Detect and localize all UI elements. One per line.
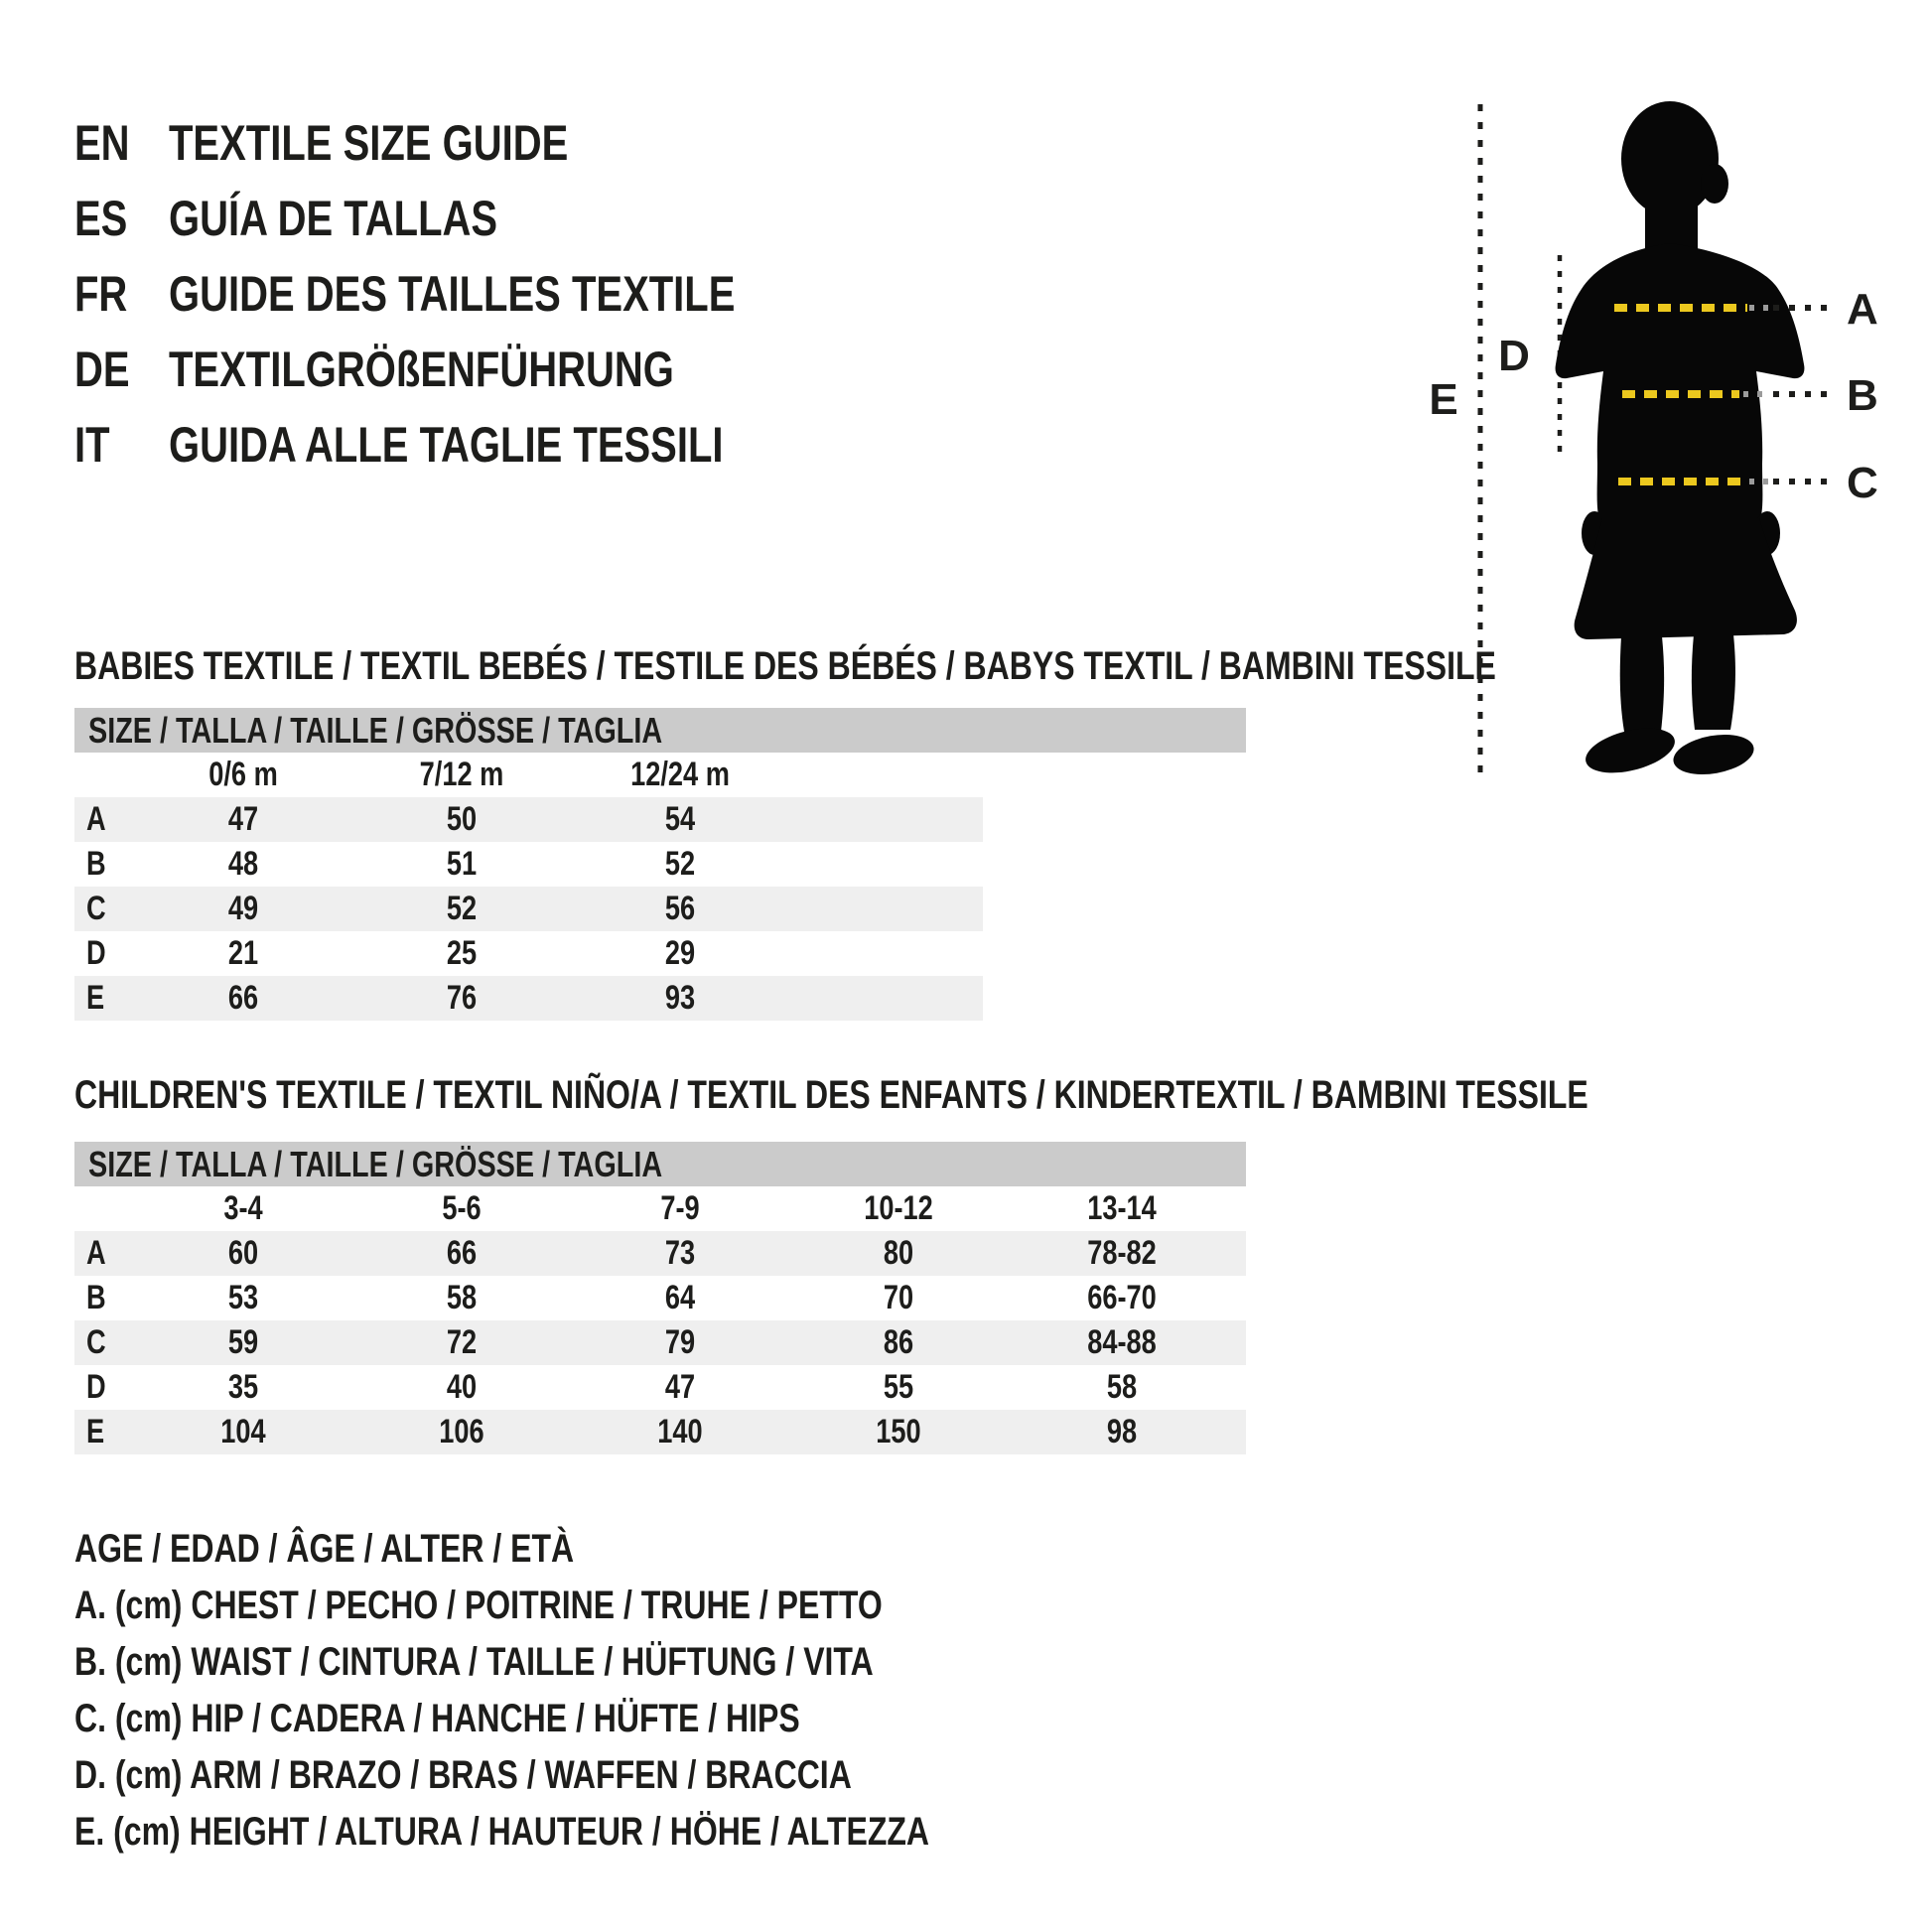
language-code: ES (74, 191, 128, 246)
row-label: A (86, 1234, 106, 1272)
row-label: B (86, 845, 106, 883)
column-header: 10-12 (864, 1189, 933, 1227)
table-cell: 47 (227, 800, 259, 838)
table-cell: 106 (439, 1413, 484, 1450)
silhouette-shoe-right (1670, 729, 1756, 780)
language-code: EN (74, 115, 130, 171)
table-cell: 29 (664, 934, 696, 972)
table-cell: 40 (446, 1368, 478, 1406)
column-header: 12/24 m (630, 756, 730, 793)
table-cell: 72 (446, 1323, 478, 1361)
language-title: GUIDA ALLE TAGLIE TESSILI (169, 417, 724, 473)
babies-column-header-row (74, 753, 983, 797)
table-cell: 79 (664, 1323, 696, 1361)
babies-heading-text: BABIES TEXTILE / TEXTIL BEBÉS / TESTILE DES BÉBÉS / BABYS TEXTIL / BAMBINI TESSILE (74, 644, 1496, 688)
table-cell: 76 (446, 979, 478, 1017)
table-cell: 93 (664, 979, 696, 1017)
row-label: E (86, 1413, 105, 1450)
language-row (74, 344, 968, 395)
table-row (74, 1410, 1246, 1454)
legend-text: B. (cm) WAIST / CINTURA / TAILLE / HÜFTUNG / VITA (74, 1640, 874, 1684)
table-cell: 52 (446, 890, 478, 927)
table-cell: 21 (227, 934, 259, 972)
table-cell: 86 (883, 1323, 914, 1361)
table-row (74, 931, 983, 976)
measure-label-e: E (1429, 375, 1458, 424)
language-title: TEXTILGRÖßENFÜHRUNG (169, 342, 674, 397)
legend-line (74, 1809, 1143, 1855)
table-cell: 58 (1106, 1368, 1138, 1406)
table-row (74, 842, 983, 887)
row-label: C (86, 1323, 106, 1361)
column-header: 3-4 (223, 1189, 263, 1227)
table-cell: 25 (446, 934, 478, 972)
column-header: 5-6 (442, 1189, 482, 1227)
table-cell: 80 (883, 1234, 914, 1272)
table-cell: 52 (664, 845, 696, 883)
language-title: TEXTILE SIZE GUIDE (169, 115, 569, 171)
row-label: E (86, 979, 105, 1017)
table-row (74, 797, 983, 842)
table-cell: 78-82 (1087, 1234, 1157, 1272)
table-cell: 66-70 (1087, 1279, 1157, 1316)
table-cell: 84-88 (1087, 1323, 1157, 1361)
children-heading-text: CHILDREN'S TEXTILE / TEXTIL NIÑO/A / TEXTIL DES ENFANTS / KINDERTEXTIL / BAMBINI TESSILE (74, 1073, 1588, 1117)
children-size-bar (74, 1142, 1246, 1186)
babies-size-bar (74, 708, 1246, 753)
legend-text: D. (cm) ARM / BRAZO / BRAS / WAFFEN / BRACCIA (74, 1753, 852, 1797)
table-cell: 140 (657, 1413, 703, 1450)
table-cell: 59 (227, 1323, 259, 1361)
table-row (74, 1276, 1246, 1320)
table-cell: 53 (227, 1279, 259, 1316)
table-cell: 70 (883, 1279, 914, 1316)
babies-section-heading (74, 643, 1852, 689)
legend-text: E. (cm) HEIGHT / ALTURA / HAUTEUR / HÖHE / ALTEZZA (74, 1810, 930, 1854)
row-label: A (86, 800, 106, 838)
table-cell: 47 (664, 1368, 696, 1406)
measure-label-d: D (1498, 332, 1530, 380)
column-header: 13-14 (1087, 1189, 1157, 1227)
measure-label-b: B (1847, 371, 1878, 420)
language-row (74, 117, 968, 169)
table-row (74, 976, 983, 1021)
table-row (74, 1320, 1246, 1365)
table-cell: 60 (227, 1234, 259, 1272)
table-cell: 104 (220, 1413, 266, 1450)
legend-line (74, 1526, 699, 1572)
legend-line (74, 1696, 981, 1741)
legend-line (74, 1583, 1084, 1628)
table-cell: 66 (227, 979, 259, 1017)
measure-label-a: A (1847, 285, 1878, 334)
silhouette-hair (1701, 164, 1728, 204)
column-header: 7/12 m (419, 756, 504, 793)
table-cell: 73 (664, 1234, 696, 1272)
language-code: IT (74, 417, 110, 473)
babies-size-bar-text: SIZE / TALLA / TAILLE / GRÖSSE / TAGLIA (88, 709, 663, 751)
column-header: 7-9 (660, 1189, 700, 1227)
language-row (74, 193, 968, 244)
children-size-bar-text: SIZE / TALLA / TAILLE / GRÖSSE / TAGLIA (88, 1143, 663, 1184)
legend-text: A. (cm) CHEST / PECHO / POITRINE / TRUHE / PETTO (74, 1584, 883, 1627)
row-label: D (86, 934, 106, 972)
language-row (74, 268, 968, 320)
column-header: 0/6 m (208, 756, 278, 793)
silhouette-shorts (1575, 518, 1797, 639)
table-cell: 54 (664, 800, 696, 838)
measure-label-c: C (1847, 459, 1878, 507)
language-code: FR (74, 266, 128, 322)
legend-line (74, 1639, 1073, 1685)
children-column-header-row (74, 1186, 1246, 1231)
language-row (74, 419, 968, 471)
table-cell: 66 (446, 1234, 478, 1272)
table-row (74, 1365, 1246, 1410)
legend-text: C. (cm) HIP / CADERA / HANCHE / HÜFTE / HIPS (74, 1697, 800, 1740)
language-title: GUÍA DE TALLAS (169, 191, 498, 246)
table-cell: 56 (664, 890, 696, 927)
table-row (74, 1231, 1246, 1276)
legend-line (74, 1752, 1046, 1798)
table-cell: 51 (446, 845, 478, 883)
table-cell: 58 (446, 1279, 478, 1316)
language-code: DE (74, 342, 130, 397)
table-cell: 64 (664, 1279, 696, 1316)
table-cell: 48 (227, 845, 259, 883)
table-cell: 50 (446, 800, 478, 838)
children-section-heading (74, 1072, 1932, 1118)
table-cell: 98 (1106, 1413, 1138, 1450)
table-cell: 150 (876, 1413, 921, 1450)
row-label: D (86, 1368, 106, 1406)
row-label: B (86, 1279, 106, 1316)
table-cell: 35 (227, 1368, 259, 1406)
legend-text: AGE / EDAD / ÂGE / ALTER / ETÀ (74, 1527, 575, 1571)
table-cell: 55 (883, 1368, 914, 1406)
table-row (74, 887, 983, 931)
language-title: GUIDE DES TAILLES TEXTILE (169, 266, 736, 322)
table-cell: 49 (227, 890, 259, 927)
row-label: C (86, 890, 106, 927)
